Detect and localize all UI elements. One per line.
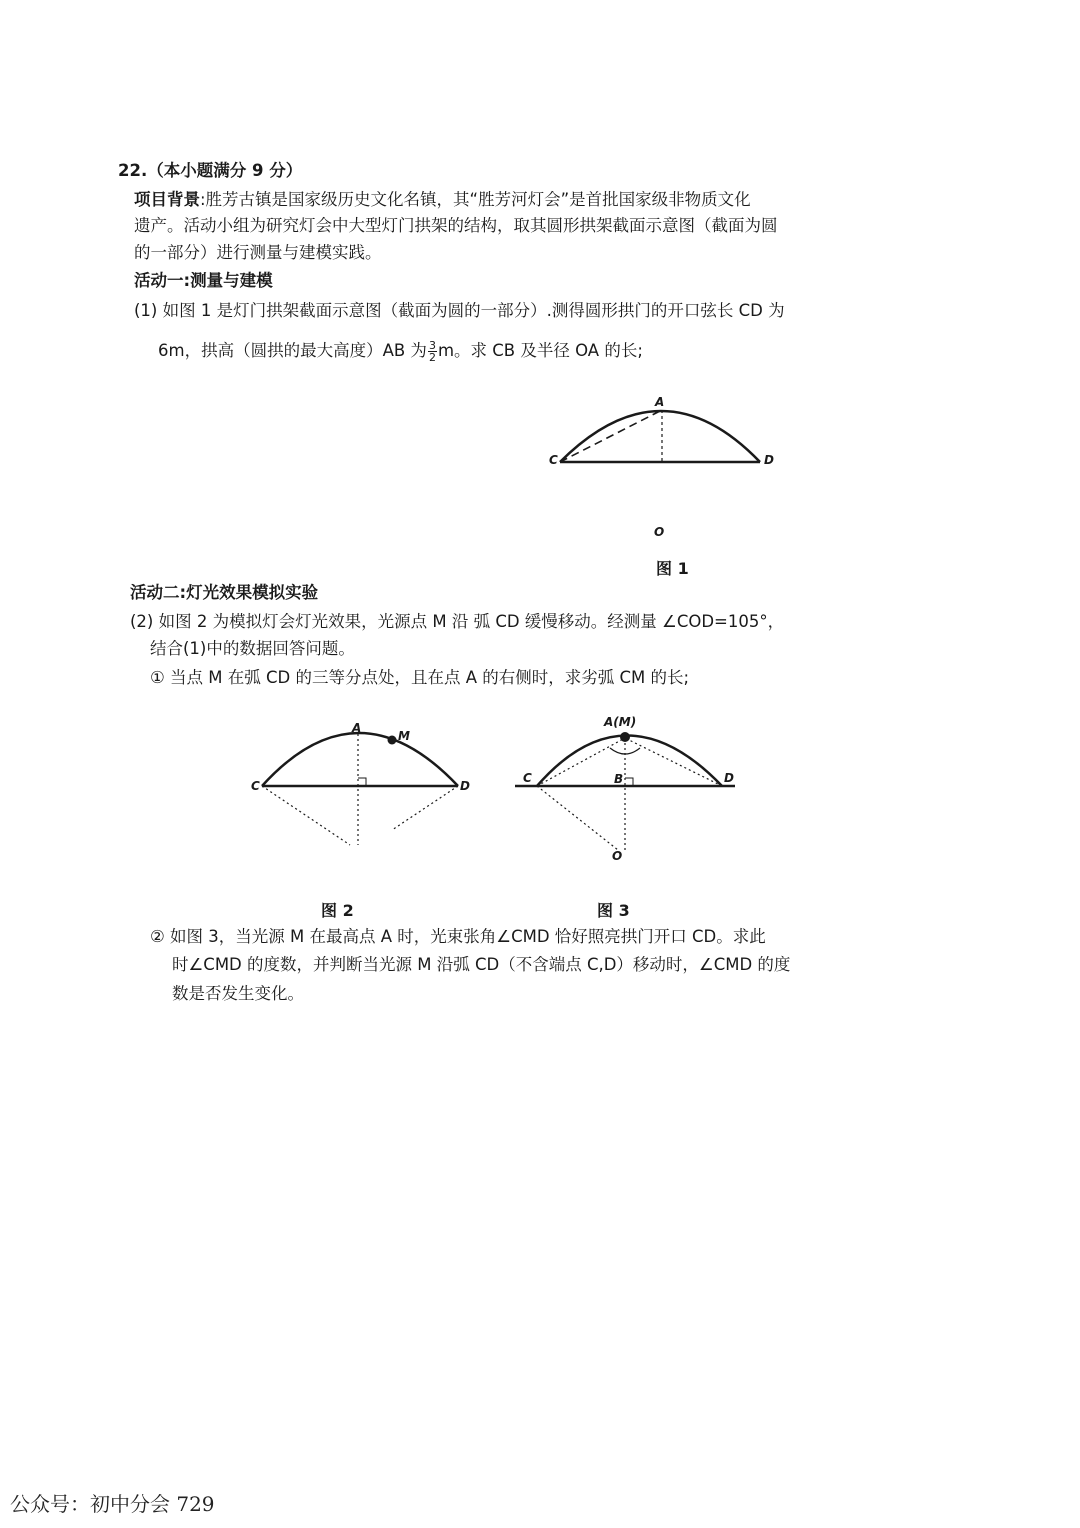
fig3-label-b: B — [614, 772, 624, 786]
footer-watermark: 公众号：初中分会 729 — [10, 1492, 215, 1516]
background-line-3: 的一部分）进行测量与建模实践。 — [134, 243, 382, 262]
fig1-label-c: C — [549, 453, 558, 467]
part-1-line-1: (1) 如图 1 是灯门拱架截面示意图（截面为圆的一部分）.测得圆形拱门的开口弦长 CD 为 — [134, 301, 785, 320]
fig3-radius-oc — [537, 786, 618, 850]
part-1-text-b: m。求 CB 及半径 OA 的长; — [437, 341, 643, 360]
background-line-2: 遗产。活动小组为研究灯会中大型灯门拱架的结构，取其圆形拱架截面示意图（截面为圆 — [134, 216, 778, 235]
fig1-label-o: O — [654, 525, 665, 539]
fig2-label-c: C — [251, 779, 260, 793]
part-1-text-a: 6m，拱高（圆拱的最大高度）AB 为 — [158, 341, 427, 360]
part-2-line-1: (2) 如图 2 为模拟灯会灯光效果，光源点 M 沿 弧 CD 缓慢移动。经测量 ∠COD=105°， — [130, 612, 785, 631]
fig3-label-am: A(M) — [604, 715, 637, 729]
background-text-1: :胜芳古镇是国家级历史文化名镇，其“胜芳河灯会”是首批国家级非物质文化 — [200, 190, 751, 209]
sub-question-1: ① 当点 M 在弧 CD 的三等分点处，且在点 A 的右侧时，求劣弧 CM 的长; — [150, 668, 690, 687]
fig2-label-a: A — [352, 721, 362, 735]
fig3-chord-md — [625, 738, 722, 786]
fig2-label-m: M — [398, 729, 410, 743]
sub-question-2-line-3: 数是否发生变化。 — [172, 984, 304, 1003]
fig3-label-c: C — [523, 771, 532, 785]
question-header: 22.（本小题满分 9 分） — [118, 161, 303, 180]
fig3-point-m — [620, 732, 630, 742]
fig1-caption: 图 1 — [656, 559, 689, 578]
fig1-label-d: D — [764, 453, 774, 467]
fraction-denominator: 2 — [428, 351, 436, 364]
fig3-label-o: O — [612, 849, 623, 863]
fig1-label-a: A — [655, 395, 665, 409]
fig3-chord-mc — [537, 738, 625, 786]
fraction-numerator: 3 — [428, 339, 436, 352]
activity-2-title: 活动二:灯光效果模拟实验 — [130, 583, 319, 602]
fig2-label-d: D — [460, 779, 470, 793]
part-2-line-2: 结合(1)中的数据回答问题。 — [150, 639, 355, 658]
activity-1-title: 活动一:测量与建模 — [134, 271, 273, 290]
background-label: 项目背景 — [134, 190, 200, 209]
fig3-label-d: D — [724, 771, 734, 785]
fig3-caption: 图 3 — [597, 901, 630, 920]
sub-question-2-line-2: 时∠CMD 的度数，并判断当光源 M 沿弧 CD（不含端点 C,D）移动时，∠CMD 的度 — [172, 955, 791, 974]
fig2-caption: 图 2 — [321, 901, 354, 920]
sub-question-2-line-1: ② 如图 3，当光源 M 在最高点 A 时，光束张角∠CMD 恰好照亮拱门开口 CD。求此 — [150, 927, 766, 946]
